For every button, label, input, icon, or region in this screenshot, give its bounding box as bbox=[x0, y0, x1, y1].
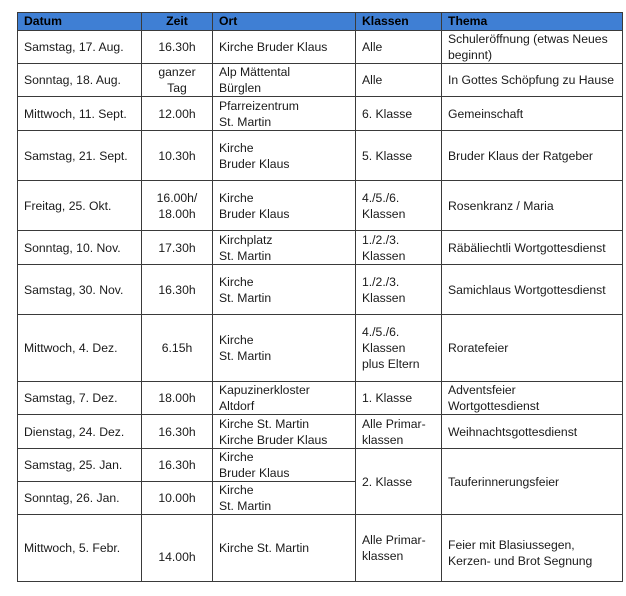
cell-zeit: 16.30h bbox=[142, 415, 213, 449]
cell-line: Räbäliechtli Wortgottesdienst bbox=[448, 240, 606, 255]
cell-klassen bbox=[356, 181, 442, 231]
cell-ort bbox=[213, 482, 356, 515]
cell-line: Weihnachtsgottesdienst bbox=[448, 424, 578, 439]
cell-line: 1./2./3. bbox=[362, 274, 400, 289]
cell-line: Kirchplatz bbox=[219, 232, 273, 247]
cell-datum: Freitag, 25. Okt. bbox=[18, 181, 142, 231]
cell-line: Klassen bbox=[362, 341, 406, 355]
cell-line: Kapuzinerkloster bbox=[219, 383, 310, 397]
cell-line: Alle Primar- bbox=[362, 416, 426, 431]
cell-ort bbox=[213, 449, 356, 482]
cell-ort bbox=[213, 131, 356, 181]
cell-line: Kirche bbox=[219, 450, 254, 464]
cell-line: Kerzen- und Brot Segnung bbox=[448, 554, 593, 568]
cell-line: Klassen bbox=[362, 290, 406, 305]
cell-zeit: 16.30h bbox=[142, 449, 213, 482]
cell-line: beginnt) bbox=[448, 48, 493, 62]
cell-thema-merged: Tauferinnerungsfeier bbox=[442, 449, 623, 515]
cell-datum: Sonntag, 26. Jan. bbox=[18, 482, 142, 515]
table-row bbox=[18, 382, 623, 415]
cell-klassen bbox=[356, 31, 442, 64]
header-zeit: Zeit bbox=[142, 13, 213, 31]
cell-line: St. Martin bbox=[219, 114, 272, 129]
cell-line: Pfarreizentrum bbox=[219, 98, 299, 113]
cell-ort bbox=[213, 64, 356, 97]
cell-datum: Mittwoch, 11. Sept. bbox=[18, 97, 142, 131]
cell-line: Alle bbox=[362, 40, 383, 54]
cell-line: 1./2./3. bbox=[362, 232, 400, 247]
cell-line: Roratefeier bbox=[448, 341, 509, 355]
table-row bbox=[18, 31, 623, 64]
cell-klassen bbox=[356, 231, 442, 265]
cell-line: Adventsfeier bbox=[448, 383, 516, 397]
cell-line: 18.00h bbox=[158, 206, 196, 221]
cell-zeit: 6.15h bbox=[142, 315, 213, 382]
cell-line: plus Eltern bbox=[362, 357, 420, 371]
cell-line: Gemeinschaft bbox=[448, 106, 524, 121]
cell-klassen bbox=[356, 265, 442, 315]
cell-zeit: 14.00h bbox=[142, 515, 213, 582]
cell-klassen bbox=[356, 315, 442, 382]
cell-line: Tag bbox=[167, 81, 187, 95]
cell-line: Klassen bbox=[362, 206, 406, 221]
cell-line: 4./5./6. bbox=[362, 190, 400, 205]
cell-line: Alp Mättental bbox=[219, 65, 291, 79]
cell-thema bbox=[442, 181, 623, 231]
header-klassen: Klassen bbox=[356, 13, 442, 31]
cell-thema bbox=[442, 382, 623, 415]
cell-datum: Sonntag, 10. Nov. bbox=[18, 231, 142, 265]
table-row bbox=[18, 64, 623, 97]
cell-line: Kirche bbox=[219, 483, 254, 497]
cell-ort bbox=[213, 382, 356, 415]
cell-datum: Dienstag, 24. Dez. bbox=[18, 415, 142, 449]
cell-datum: Mittwoch, 5. Febr. bbox=[18, 515, 142, 582]
cell-line: Kirche bbox=[219, 274, 254, 289]
cell-thema bbox=[442, 131, 623, 181]
cell-thema bbox=[442, 515, 623, 582]
cell-ort bbox=[213, 315, 356, 382]
table-row bbox=[18, 265, 623, 315]
cell-line: Schuleröffnung (etwas Neues bbox=[448, 32, 608, 46]
cell-line: Kirche bbox=[219, 333, 254, 347]
cell-klassen-merged: 2. Klasse bbox=[356, 449, 442, 515]
cell-line: klassen bbox=[362, 549, 404, 563]
cell-ort bbox=[213, 97, 356, 131]
cell-line: Samichlaus Wortgottesdienst bbox=[448, 282, 606, 297]
cell-zeit bbox=[142, 181, 213, 231]
cell-zeit bbox=[142, 64, 213, 97]
cell-line: 6. Klasse bbox=[362, 106, 413, 121]
cell-line: Rosenkranz / Maria bbox=[448, 198, 554, 213]
cell-datum: Sonntag, 18. Aug. bbox=[18, 64, 142, 97]
cell-thema bbox=[442, 31, 623, 64]
cell-line: Bruder Klaus bbox=[219, 466, 290, 480]
cell-line: klassen bbox=[362, 432, 404, 447]
cell-line: Kirche bbox=[219, 190, 254, 205]
cell-datum: Samstag, 17. Aug. bbox=[18, 31, 142, 64]
cell-ort bbox=[213, 415, 356, 449]
cell-line: 1. Klasse bbox=[362, 391, 413, 405]
cell-ort bbox=[213, 265, 356, 315]
table-row bbox=[18, 315, 623, 382]
cell-line: Alle bbox=[362, 73, 383, 87]
table-row bbox=[18, 131, 623, 181]
cell-line: Kirche St. Martin bbox=[219, 541, 310, 555]
cell-zeit: 12.00h bbox=[142, 97, 213, 131]
cell-line: Alle Primar- bbox=[362, 533, 426, 547]
table-row bbox=[18, 97, 623, 131]
cell-datum: Mittwoch, 4. Dez. bbox=[18, 315, 142, 382]
cell-line: In Gottes Schöpfung zu Hause bbox=[448, 73, 614, 87]
cell-line: ganzer bbox=[158, 65, 196, 79]
cell-thema bbox=[442, 97, 623, 131]
cell-klassen bbox=[356, 515, 442, 582]
cell-ort bbox=[213, 231, 356, 265]
cell-klassen bbox=[356, 131, 442, 181]
cell-zeit: 16.30h bbox=[142, 31, 213, 64]
cell-line: Wortgottesdienst bbox=[448, 399, 540, 413]
cell-thema bbox=[442, 64, 623, 97]
cell-klassen bbox=[356, 97, 442, 131]
cell-line: Kirche Bruder Klaus bbox=[219, 432, 328, 447]
cell-zeit: 16.30h bbox=[142, 265, 213, 315]
cell-line: St. Martin bbox=[219, 499, 272, 513]
cell-line: 16.00h/ bbox=[156, 190, 198, 205]
header-ort: Ort bbox=[213, 13, 356, 31]
cell-line: Kirche St. Martin bbox=[219, 416, 310, 431]
cell-line: 4./5./6. bbox=[362, 325, 400, 339]
cell-line: Klassen bbox=[362, 248, 406, 263]
cell-line: St. Martin bbox=[219, 349, 272, 363]
cell-line: Bürglen bbox=[219, 81, 262, 95]
cell-klassen bbox=[356, 64, 442, 97]
cell-klassen bbox=[356, 382, 442, 415]
cell-datum: Samstag, 30. Nov. bbox=[18, 265, 142, 315]
table-row bbox=[18, 181, 623, 231]
cell-zeit: 10.30h bbox=[142, 131, 213, 181]
cell-thema bbox=[442, 231, 623, 265]
cell-zeit: 18.00h bbox=[142, 382, 213, 415]
cell-line: Kirche Bruder Klaus bbox=[219, 40, 328, 54]
cell-zeit: 10.00h bbox=[142, 482, 213, 515]
cell-ort bbox=[213, 515, 356, 582]
cell-line: Kirche bbox=[219, 140, 254, 155]
cell-line: 5. Klasse bbox=[362, 148, 413, 163]
cell-line: Bruder Klaus bbox=[219, 206, 290, 221]
cell-line: St. Martin bbox=[219, 248, 272, 263]
table-row bbox=[18, 449, 623, 482]
cell-zeit: 17.30h bbox=[142, 231, 213, 265]
table-row bbox=[18, 231, 623, 265]
cell-line: Feier mit Blasiussegen, bbox=[448, 538, 575, 552]
header-thema: Thema bbox=[442, 13, 623, 31]
cell-datum: Samstag, 25. Jan. bbox=[18, 449, 142, 482]
cell-line: St. Martin bbox=[219, 290, 272, 305]
cell-thema bbox=[442, 265, 623, 315]
cell-ort bbox=[213, 181, 356, 231]
cell-klassen bbox=[356, 415, 442, 449]
cell-datum: Samstag, 7. Dez. bbox=[18, 382, 142, 415]
header-row bbox=[18, 13, 623, 31]
header-datum: Datum bbox=[18, 13, 142, 31]
table-row bbox=[18, 515, 623, 582]
cell-thema bbox=[442, 315, 623, 382]
cell-line: Bruder Klaus der Ratgeber bbox=[448, 148, 593, 163]
table-row bbox=[18, 415, 623, 449]
cell-line: Altdorf bbox=[219, 399, 255, 413]
cell-line: Bruder Klaus bbox=[219, 156, 290, 171]
schedule-table bbox=[17, 12, 623, 582]
cell-datum: Samstag, 21. Sept. bbox=[18, 131, 142, 181]
cell-ort bbox=[213, 31, 356, 64]
cell-thema bbox=[442, 415, 623, 449]
